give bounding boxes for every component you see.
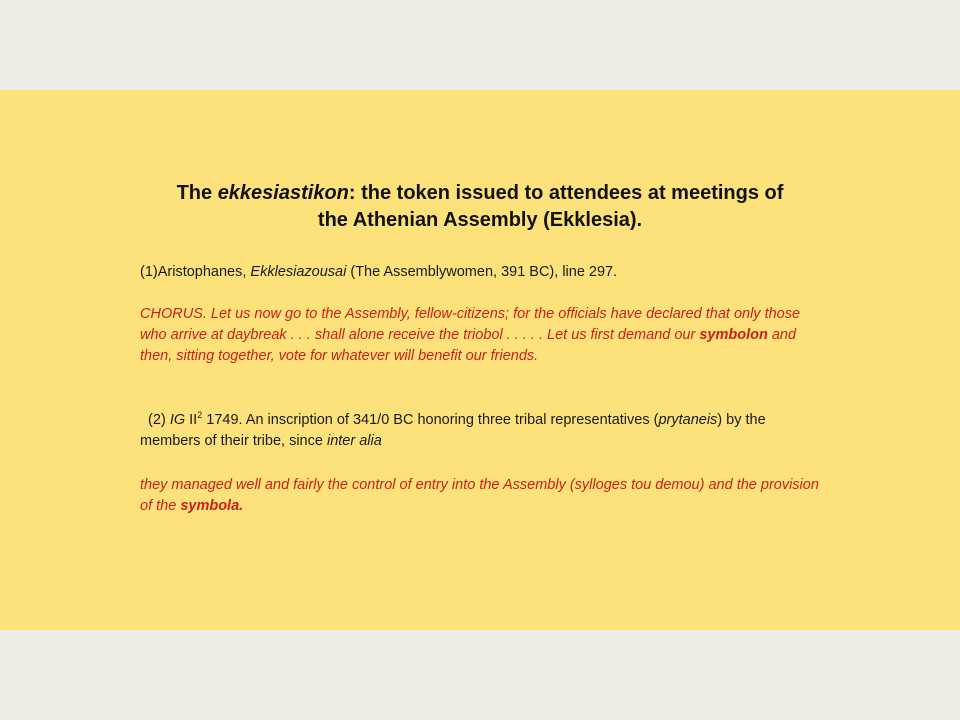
source1-work: Ekklesiazousai — [250, 264, 347, 280]
title-prefix: The — [176, 182, 218, 204]
title-line2: the Athenian Assembly (Ekklesia). — [317, 209, 643, 231]
quote2-emphasis: symbola. — [180, 498, 244, 514]
slide — [0, 90, 960, 630]
inscription-quote — [140, 475, 820, 517]
source-citation-2 — [140, 410, 820, 452]
quote1-emphasis: symbolon — [699, 327, 768, 343]
source2-ig-sup: 2 — [197, 410, 203, 420]
quote2-part1: they managed well and fairly the control of entry into the Assembly (sylloges tou demou) and the provision of the — [140, 477, 819, 514]
source2-inter-alia: inter alia — [326, 433, 382, 449]
slide-title — [100, 180, 860, 234]
quote1-part2: and then, sitting together, vote for whatever will benefit our friends. — [140, 327, 797, 364]
source2-ig-vol: II — [185, 412, 198, 428]
source2-prytaneis: prytaneis — [658, 412, 718, 428]
source2-ig: IG — [169, 412, 186, 428]
source2-prefix: (2) — [140, 412, 170, 428]
title-term: ekkesiastikon — [217, 182, 349, 204]
source1-prefix: (1)Aristophanes, — [140, 264, 251, 280]
source2-middle: ) by the members of their tribe, since — [140, 412, 766, 449]
source1-suffix: (The Assemblywomen, 391 BC), line 297. — [346, 264, 618, 280]
source2-after-sup: 1749. An inscription of 341/0 BC honoring three tribal representatives ( — [202, 412, 659, 428]
quote1-part1: CHORUS. Let us now go to the Assembly, fellow-citizens; for the officials have declared that only those who arrive at daybreak . . . shall alone receive the triobol . . . . . Let us first demand our — [140, 306, 801, 343]
chorus-quote — [140, 304, 820, 367]
title-suffix: : the token issued to attendees at meetings of — [348, 182, 784, 204]
source-citation-1 — [140, 262, 820, 283]
